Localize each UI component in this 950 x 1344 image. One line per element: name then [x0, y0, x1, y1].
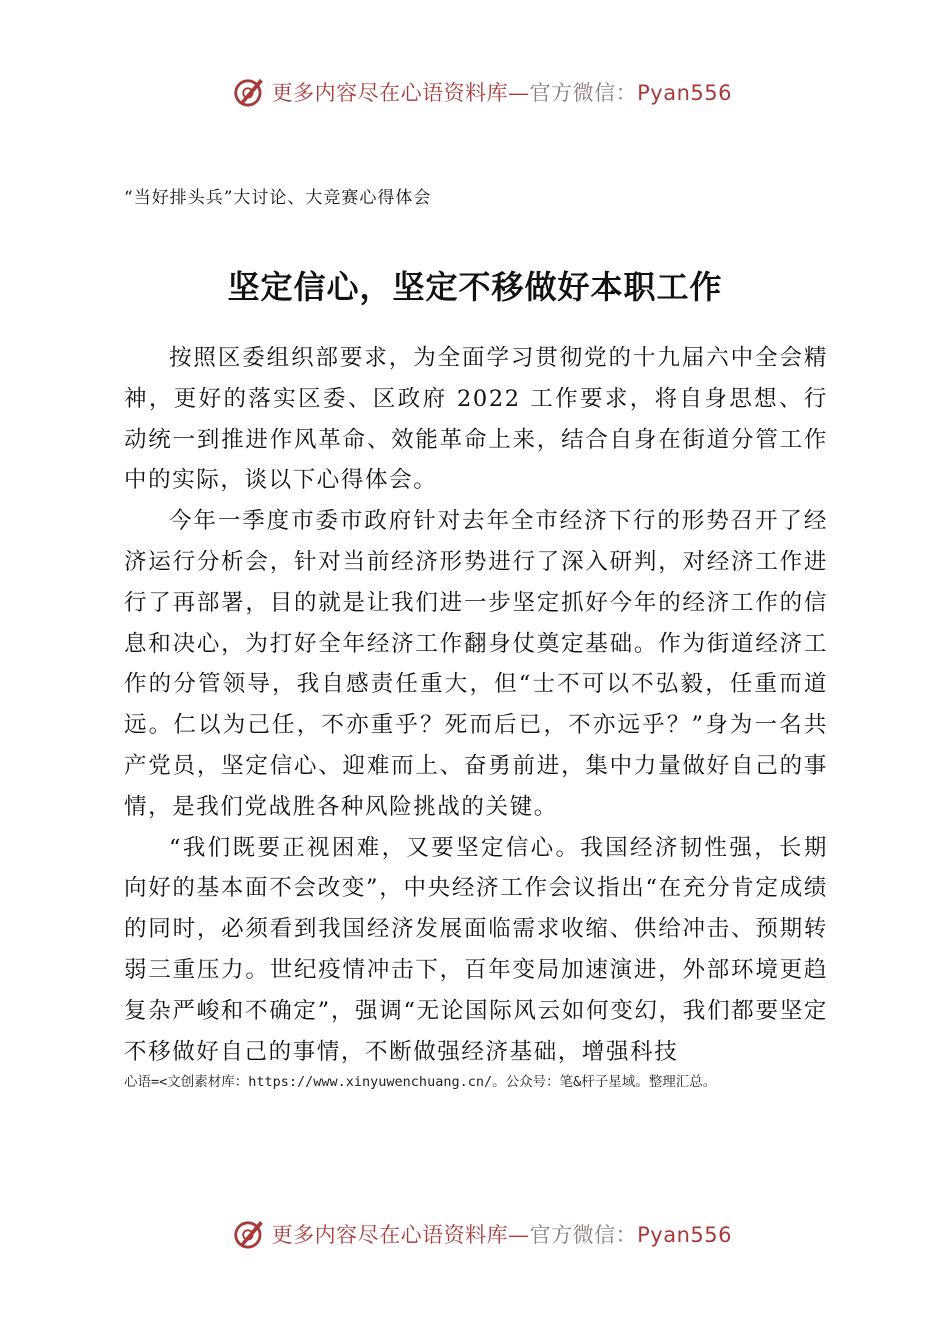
body-paragraph: 按照区委组织部要求，为全面学习贯彻党的十九届六中全会精神，更好的落实区委、区政府 2022 工作要求，将自身思想、行动统一到推进作风革命、效能革命上来，结合自身在街道分管工作中的实际，谈以下心得体会。	[124, 345, 828, 494]
doc-title: 坚定信心，坚定不移做好本职工作	[227, 268, 723, 306]
banner-wechat-id: Pyan556	[637, 81, 732, 105]
doc-body	[124, 338, 828, 1072]
footer-banner	[232, 1212, 732, 1256]
quill-logo-icon	[232, 74, 266, 110]
doc-subtitle: “当好排头兵”大讨论、大竞赛心得体会	[124, 188, 432, 208]
banner-dash: —	[508, 81, 530, 105]
body-paragraph: 今年一季度市委市政府针对去年全市经济下行的形势召开了经济运行分析会，针对当前经济形势进行了深入研判，对经济工作进行了再部署，目的就是让我们进一步坚定抓好今年的经济工作的信息和决心，为打好全年经济工作翻身仗奠定基础。作为街道经济工作的分管领导，我自感责任重大，但“士不可以不弘毅，任重而道远。仁以为己任，不亦重乎？死而后已，不亦远乎？”身为一名共产党员，坚定信心、迎难而上、奋勇前进，集中力量做好自己的事情，是我们党战胜各种风险挑战的关键。	[124, 508, 828, 820]
body-paragraph: “我们既要正视困难，又要坚定信心。我国经济韧性强，长期向好的基本面不会改变”，中央经济工作会议指出“在充分肯定成绩的同时，必须看到我国经济发展面临需求收缩、供给冲击、预期转弱三重压力。世纪疫情冲击下，百年变局加速演进，外部环境更趋复杂严峻和不确定”，强调“无论国际风云如何变幻，我们都要坚定不移做好自己的事情，不断做强经济基础，增强科技	[124, 834, 828, 1065]
banner-main-text: 更多内容尽在心语资料库	[271, 81, 509, 105]
banner-dash: —	[508, 1223, 530, 1247]
banner-main-text: 更多内容尽在心语资料库	[271, 1223, 509, 1247]
banner-wechat-id: Pyan556	[637, 1223, 732, 1247]
banner-gov-label: 官方微信：	[529, 1223, 638, 1247]
quill-logo-icon	[232, 1216, 266, 1252]
banner-gov-label: 官方微信：	[529, 81, 638, 105]
header-banner	[232, 70, 732, 114]
source-note: 心语=<文创素材库：https://www.xinyuwenchuang.cn/。公众号：笔&杆子星域。整理汇总。	[124, 1074, 717, 1090]
